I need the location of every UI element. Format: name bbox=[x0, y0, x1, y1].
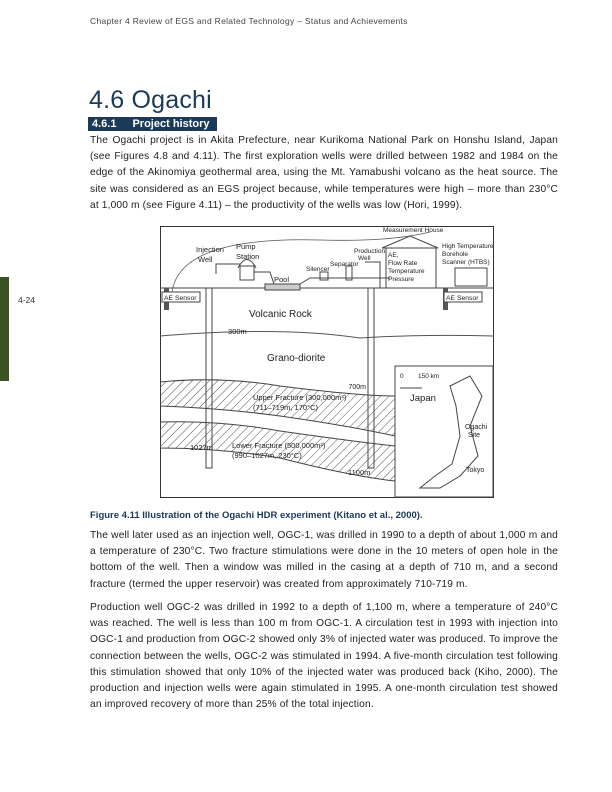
label-high-temp: Borehole bbox=[442, 251, 469, 258]
label-lower-fracture: Lower Fracture (500,000m²) bbox=[232, 441, 326, 450]
label-ae-sensor-left: AE Sensor bbox=[164, 295, 197, 302]
label-ogachi-site: Site bbox=[468, 432, 481, 439]
subsection-number: 4.6.1 bbox=[92, 118, 117, 130]
label-pump-station: Station bbox=[236, 252, 260, 261]
label-volcanic-rock: Volcanic Rock bbox=[249, 309, 312, 320]
label-grano-diorite: Grano-diorite bbox=[267, 353, 326, 364]
label-measurement-house: Measurement House bbox=[383, 227, 444, 234]
label-scale-150km: 150 km bbox=[418, 373, 440, 380]
label-ae-sensor-right: AE Sensor bbox=[446, 295, 479, 302]
label-depth-1100m: 1100m bbox=[348, 468, 371, 477]
label-upper-fracture: (711–719m, 170°C) bbox=[253, 403, 318, 412]
label-tokyo: Tokyo bbox=[466, 467, 485, 474]
paragraph-3: Production well OGC-2 was drilled in 1992 to a depth of 1,100 m, where a temperature of 240°C was reached. The well is less than 100 m from OGC-1. A circulation test in 1993 with injection into OGC-1 and production from OGC-2 showed only 3% of injected water was produced. To improve the connection between the wells, OGC-2 was stimulated in 1994. A five-month circulation test following this stimulation showed that only 10% of the injected water was produced back (Kiho, 2000). The production and injection wells were again stimulated in 1995. A one-month circulation test showed an improved recovery of more than 25% of the total injection. bbox=[90, 602, 558, 711]
subsection-title: Project history bbox=[132, 118, 210, 130]
running-header: Chapter 4 Review of EGS and Related Technology – Status and Achievements bbox=[90, 16, 408, 26]
label-depth-300m: 300m bbox=[228, 327, 247, 336]
label-japan: Japan bbox=[410, 393, 436, 404]
label-production-well: Production bbox=[354, 248, 386, 255]
label-high-temp: Scanner (HTBS) bbox=[442, 259, 490, 266]
paragraph-1: The Ogachi project is in Akita Prefecture, near Kurikoma National Park on Honshu Island, Japan (see Figures 4.8 and 4.11). The first exploration wells were drilled between 1982 and 1984 on the edge of the Akinomiya geothermal area, using the Mt. Yamabushi volcano as the heat source. The site was considered as an EGS project because, while temperatures were high – more than 230°C at 1,000 m (see Figure 4.11) – the productivity of the wells was low (Hori, 1999). bbox=[90, 135, 558, 211]
label-injection-well: Well bbox=[198, 255, 213, 264]
label-separator: Separator bbox=[330, 261, 359, 268]
figure-caption: Figure 4.11 Illustration of the Ogachi HDR experiment (Kitano et al., 2000). bbox=[90, 510, 423, 521]
label-instruments: AE, bbox=[388, 252, 399, 259]
label-silencer: Silencer bbox=[306, 266, 330, 273]
label-instruments: Temperature bbox=[388, 268, 425, 275]
label-upper-fracture: Upper Fracture (300,000m²) bbox=[253, 393, 347, 402]
figure-illustration bbox=[160, 226, 494, 498]
paragraph-2: The well later used as an injection well, OGC-1, was drilled in 1990 to a depth of about 1,000 m and a temperature of 230°C. Two fracture stimulations were done in the 10 meters of open hole in the bottom of the well. Then a window was milled in the casing at a depth of 710 m, and a second fracture (termed the upper reservoir) was created from approximately 710-719 m. bbox=[90, 530, 558, 590]
label-lower-fracture: (990–1027m, 230°C) bbox=[232, 451, 302, 460]
label-ogachi-site: Ogachi bbox=[465, 424, 488, 431]
chapter-tab-marker bbox=[0, 277, 9, 381]
ogachi-hdr-figure bbox=[160, 226, 494, 498]
label-depth-1027m: 1027m bbox=[190, 443, 213, 452]
label-pool: Pool bbox=[274, 275, 290, 284]
label-pump-station: Pump bbox=[236, 242, 256, 251]
subsection-heading bbox=[88, 117, 217, 131]
label-production-well: Well bbox=[358, 255, 371, 262]
label-depth-700m: 700m bbox=[348, 384, 366, 391]
label-high-temp: High Temperature bbox=[442, 243, 494, 250]
label-instruments: Flow Rate bbox=[388, 260, 418, 267]
label-scale-zero: 0 bbox=[400, 373, 404, 380]
label-instruments: Pressure bbox=[388, 276, 415, 283]
section-title: 4.6 Ogachi bbox=[89, 86, 212, 114]
page-number: 4-24 bbox=[18, 295, 36, 305]
label-injection-well: Injection bbox=[196, 245, 224, 254]
